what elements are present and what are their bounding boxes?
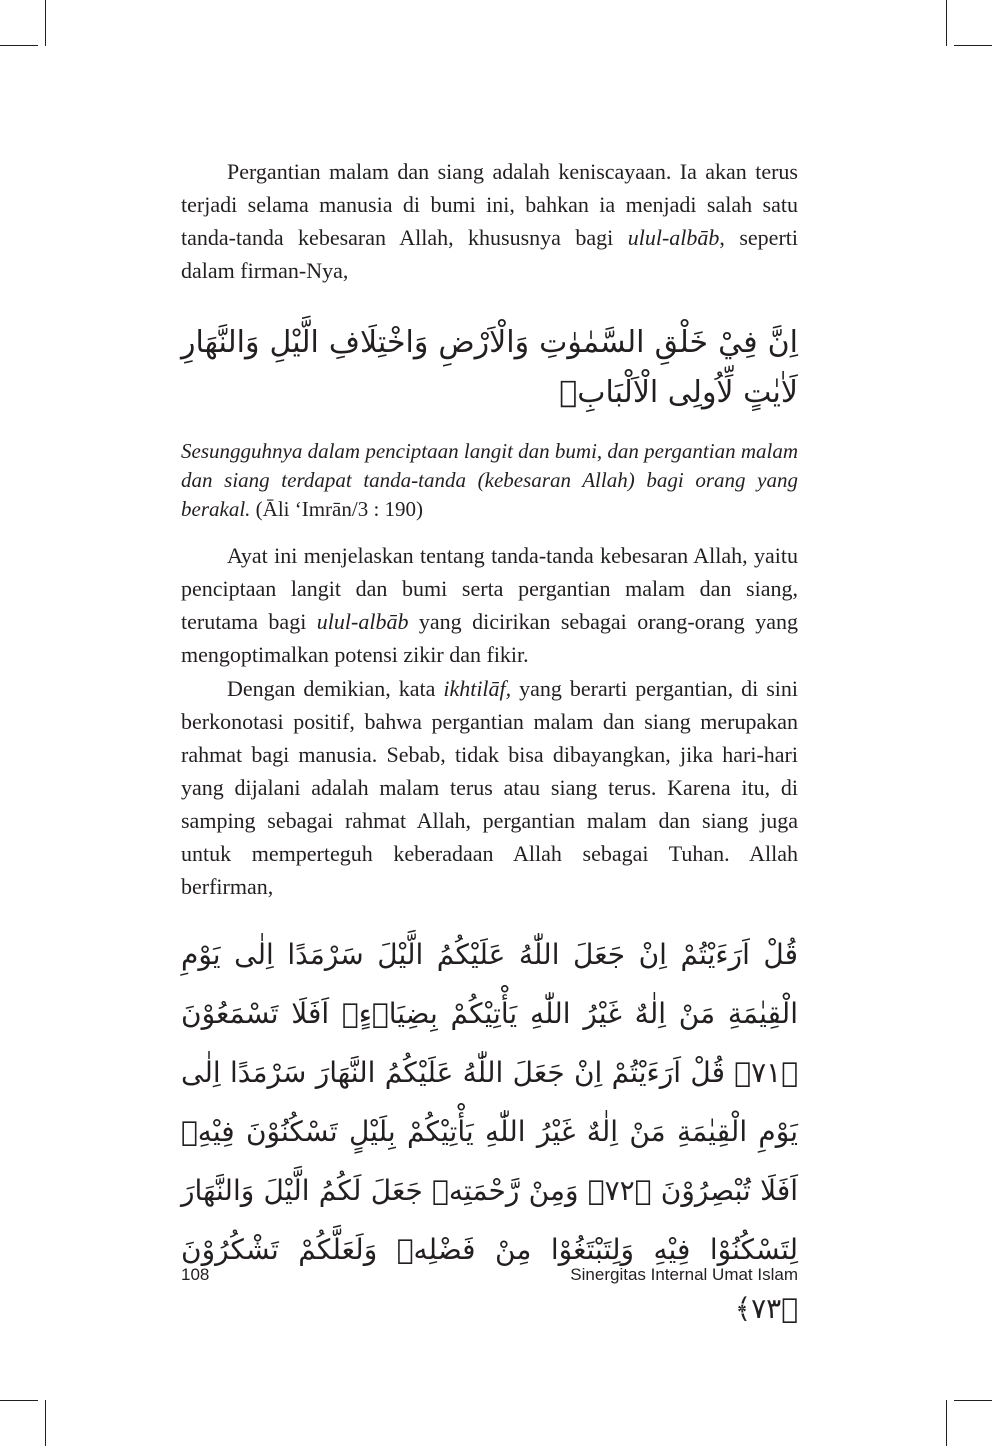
- paragraph-1: [181, 155, 798, 287]
- page-number: 108: [181, 1265, 210, 1284]
- term-ikhtilaf: ikhtilāf,: [443, 676, 512, 701]
- quran-verse-1-arabic: اِنَّ فِيْ خَلْقِ السَّمٰوٰتِ وَالْاَرْضِ وَاخْتِلَافِ الَّيْلِ وَالنَّهَارِ لَاٰيٰتٍ لِّاُولِى الْاَلْبَابِۙ: [181, 325, 798, 410]
- crop-mark-top-right-v: [946, 0, 947, 46]
- crop-mark-top-right-h: [954, 45, 992, 46]
- paragraph-2-text-a: Ayat ini menjelaskan tentang tanda-tanda kebesaran Allah, yaitu penciptaan langit dan bumi serta pergantian malam dan siang, terutama bagi: [181, 543, 798, 634]
- crop-mark-bottom-left-h: [0, 1400, 38, 1401]
- verse-1-translation: Sesungguhnya dalam penciptaan langit dan bumi, dan pergantian malam dan siang terdapat tanda-tanda (kebesaran Allah) bagi orang yang berakal.: [181, 439, 798, 521]
- paragraph-1-text-b: , seperti dalam firman-Nya,: [181, 225, 798, 283]
- crop-mark-top-left-h: [0, 45, 38, 46]
- paragraph-3: [181, 672, 798, 903]
- crop-mark-bottom-right-h: [954, 1400, 992, 1401]
- paragraph-2-text-b: yang dicirikan sebagai orang-orang yang mengoptimalkan potensi zikir dan fikir.: [181, 609, 798, 667]
- crop-mark-bottom-right-v: [946, 1400, 947, 1446]
- verse-1-translation-block: [181, 437, 798, 524]
- crop-mark-top-left-v: [45, 0, 46, 46]
- verse-1-reference: (Āli ‘Imrān/3 : 190): [250, 497, 424, 521]
- quran-verse-2-arabic: قُلْ اَرَءَيْتُمْ اِنْ جَعَلَ اللّٰهُ عَلَيْكُمُ الَّيْلَ سَرْمَدًا اِلٰى يَوْمِ الْقِيٰمَةِ مَنْ اِلٰهٌ غَيْرُ اللّٰهِ يَأْتِيْكُمْ بِضِيَاۤءٍۗ اَفَلَا تَسْمَعُوْنَ ﴿٧١﴾ قُلْ اَرَءَيْتُمْ اِنْ جَعَلَ اللّٰهُ عَلَيْكُمُ النَّهَارَ سَرْمَدًا اِلٰى يَوْمِ الْقِيٰمَةِ مَنْ اِلٰهٌ غَيْرُ اللّٰهِ يَأْتِيْكُمْ بِلَيْلٍ تَسْكُنُوْنَ فِيْهِۗ اَفَلَا تُبْصِرُوْنَ ﴿٧٢﴾ وَمِنْ رَّحْمَتِهٖ جَعَلَ لَكُمُ الَّيْلَ وَالنَّهَارَ لِتَسْكُنُوْا فِيْهِ وَلِتَبْتَغُوْا مِنْ فَضْلِهٖ وَلَعَلَّكُمْ تَشْكُرُوْنَ ﴿٧٣﴾: [181, 938, 798, 1325]
- paragraph-3-text-a: Dengan demikian, kata: [227, 676, 444, 701]
- paragraph-1-text-a: Pergantian malam dan siang adalah keniscayaan. Ia akan terus terjadi selama manusia di bumi ini, bahkan ia menjadi salah satu tanda-tanda kebesaran Allah, khususnya bagi: [181, 159, 798, 250]
- paragraph-2: [181, 539, 798, 671]
- running-footer-title: Sinergitas Internal Umat Islam: [570, 1265, 798, 1284]
- term-ulul-albab: ulul-albāb: [627, 225, 720, 250]
- paragraph-3-text-b: yang berarti pergantian, di sini berkonotasi positif, bahwa pergantian malam dan siang merupakan rahmat bagi manusia. Sebab, tidak bisa dibayangkan, jika hari-hari yang dijalani adalah malam terus atau siang terus. Karena itu, di samping sebagai rahmat Allah, pergantian malam dan siang juga untuk memperteguh keberadaan Allah sebagai Tuhan. Allah berfirman,: [181, 676, 798, 899]
- crop-mark-bottom-left-v: [45, 1400, 46, 1446]
- term-ulul-albab-2: ulul-albāb: [316, 609, 409, 634]
